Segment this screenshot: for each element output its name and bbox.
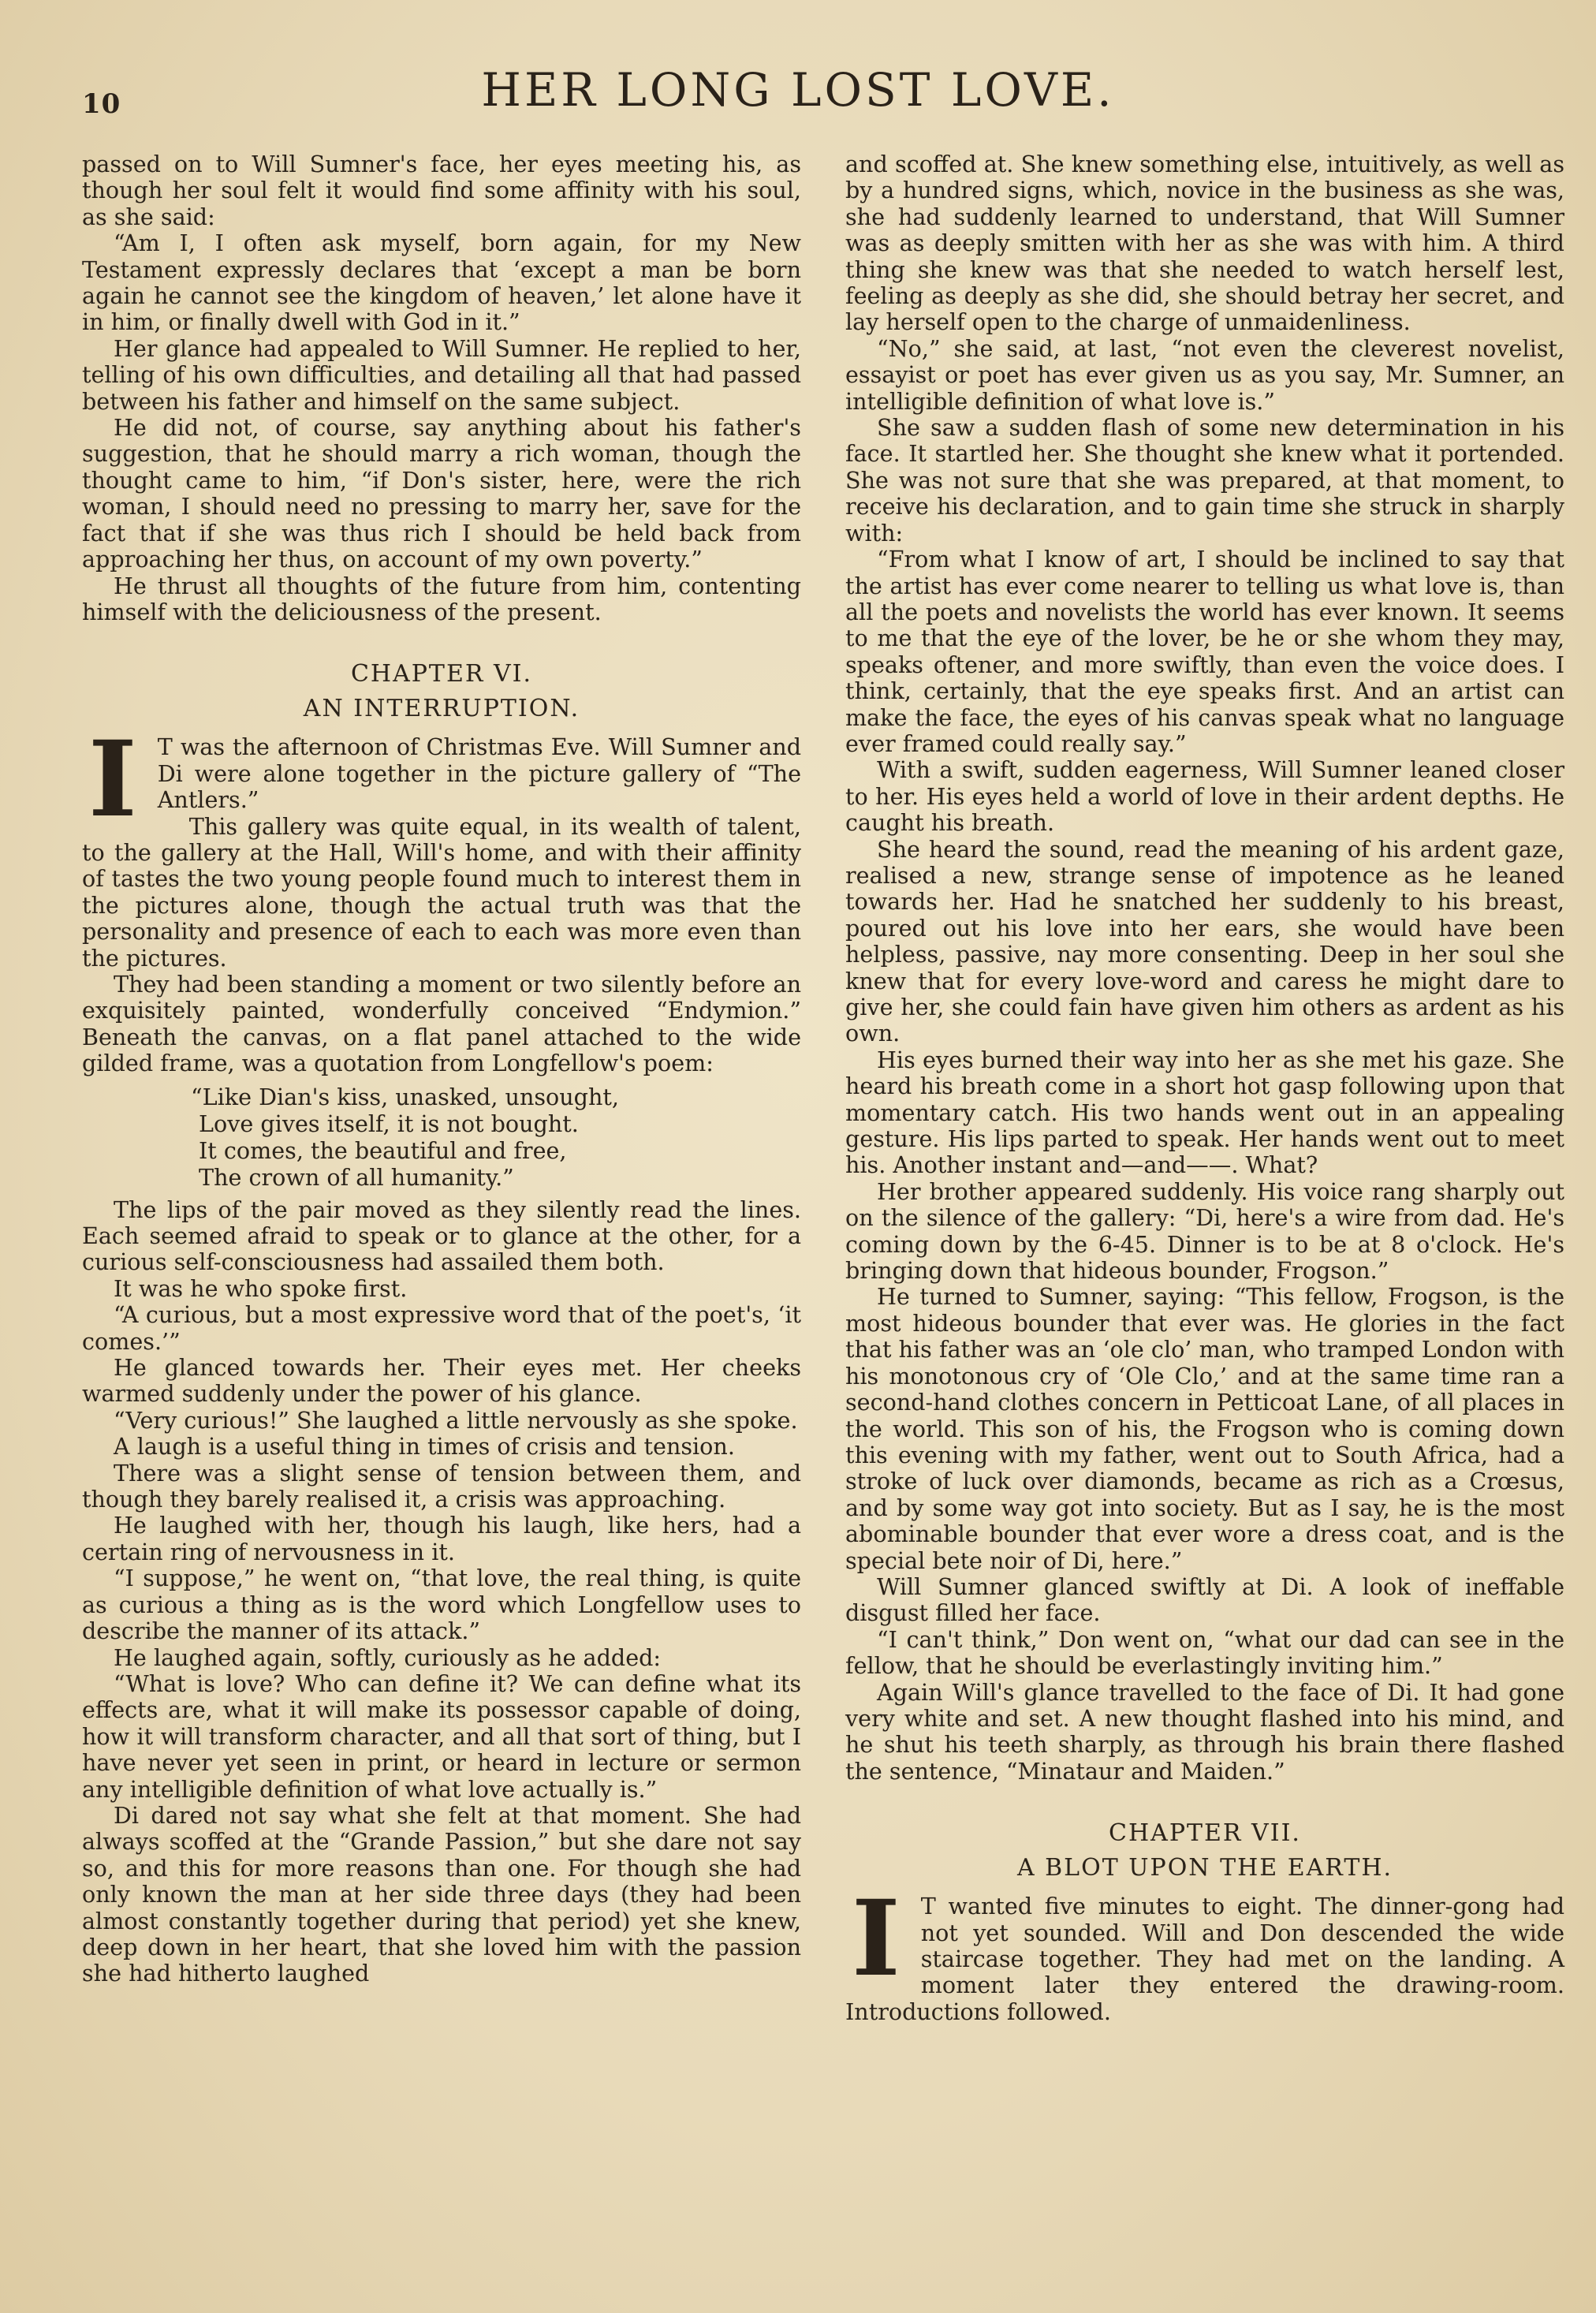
paragraph: Di dared not say what she felt at that moment. She had always scoffed at the “Grande Passion,” but she dare not say so, and this for more reasons than one. For though she had only known the man at her side three days (they had been almost constantly together during that period) yet she knew, deep down in her heart, that she loved him with the passion she had hitherto laughed	[82, 1801, 801, 1987]
right-column	[845, 151, 1564, 2025]
poem-line: The crown of all humanity.”	[199, 1163, 514, 1191]
paragraph: He laughed again, softly, curiously as he added:	[114, 1643, 662, 1671]
paragraph: She saw a sudden flash of some new determination in his face. It startled her. She thought she knew what it portended. She was not sure that she was prepared, at that moment, to receive his declaration, and to gain time she struck in sharply with:	[845, 414, 1564, 547]
left-column	[82, 151, 801, 1987]
paragraph	[82, 718, 801, 841]
paragraph: “A curious, but a most expressive word that of the poet's, ‘it comes.’”	[82, 1301, 801, 1355]
paragraph: Will Sumner glanced swiftly at Di. A look of ineffable disgust filled her face.	[845, 1572, 1564, 1627]
poem-quotation	[82, 1084, 801, 1191]
drop-cap: I	[88, 718, 137, 841]
paragraph: He did not, of course, say anything about his father's suggestion, that he should marry a rich woman, though the thought came to him, “if Don's sister, here, were the rich woman, I should need no pressing to marry her, save for the fact that if she was thus rich I should be held back from approaching her thus, on account of my own poverty.”	[82, 414, 801, 573]
paragraph: Her brother appeared suddenly. His voice rang sharply out on the silence of the gallery: “Di, here's a wire from dad. He's coming down by the 6-45. Dinner is to be at 8 o'clock. He's bringing down that hideous bounder, Frogson.”	[845, 1177, 1564, 1285]
paragraph: passed on to Will Sumner's face, her eyes meeting his, as though her soul felt it would find some affinity with his soul, as she said:	[82, 151, 801, 230]
paragraph: It was he who spoke first.	[114, 1274, 408, 1302]
paragraph: He turned to Sumner, saying: “This fellow, Frogson, is the most hideous bounder that ever was. He glories in the fact that his father was an ‘ole clo’ man, who tramped London with his monotonous cry of ‘Ole Clo,’ and at the same time ran a second-hand clothes concern in Petticoat Lane, of all places in the world. This son of his, the Frogson who is coming down this evening with my father, went out to South Africa, had a stroke of luck over diamonds, became as rich as a Crœsus, and by some way got into society. But as I say, he is the most abominable bounder that ever wore a dress coat, and is the special bete noir of Di, here.”	[845, 1283, 1564, 1574]
paragraph: This gallery was quite equal, in its wealth of talent, to the gallery at the Hall, Will's home, and with their affinity of tastes the two young people found much to interest them in the pictures alone, though the actual truth was that the personality and presence of each to each was more even than the pictures.	[82, 812, 801, 972]
paragraph: The lips of the pair moved as they silently read the lines. Each seemed afraid to speak or to glance at the other, for a curious self-consciousness had assailed them both.	[82, 1196, 801, 1276]
paragraph-text: T wanted five minutes to eight. The dinner-gong had not yet sounded. Will and Don descended the wide staircase together. They had met on the landing. A moment later they entered the drawing-room. Introductions followed.	[845, 1893, 1564, 2025]
paragraph: “I suppose,” he went on, “that love, the real thing, is quite as curious a thing as is the word which Longfellow uses to describe the manner of its attack.”	[82, 1565, 801, 1645]
paragraph: Her glance had appealed to Will Sumner. He replied to her, telling of his own difficulties, and detailing all that had passed between his father and himself on the same subject.	[82, 334, 801, 415]
paragraph: “I can't think,” Don went on, “what our dad can see in the fellow, that he should be everlastingly inviting him.”	[845, 1625, 1564, 1680]
running-title: HER LONG LOST LOVE.	[481, 63, 1115, 117]
poem-line: “Like Dian's kiss, unasked, unsought,	[191, 1083, 619, 1110]
paragraph: “No,” she said, at last, “not even the cleverest novelist, essayist or poet has ever given us as you say, Mr. Sumner, an intelligible definition of what love is.”	[845, 334, 1564, 415]
paragraph-text: T was the afternoon of Christmas Eve. Will Sumner and Di were alone together in the picture gallery of “The Antlers.”	[157, 733, 801, 814]
paragraph: “Very curious!” She laughed a little nervously as she spoke.	[114, 1406, 798, 1434]
paragraph: “Am I, I often ask myself, born again, for my New Testament expressly declares that ‘except a man be born again he cannot see the kingdom of heaven,’ let alone have it in him, or finally dwell with God in it.”	[82, 229, 801, 336]
drop-cap: I	[852, 1878, 901, 2001]
paragraph: and scoffed at. She knew something else, intuitively, as well as by a hundred signs, which, novice in the business as she was, she had suddenly learned to understand, that Will Sumner was as deeply smitten with her as she was with him. A third thing she knew was that she needed to watch herself lest, feeling as deeply as she did, she should betray her secret, and lay herself open to the charge of unmaidenliness.	[845, 151, 1564, 336]
page-number: 10	[82, 88, 121, 120]
chapter-heading: CHAPTER VII.	[1109, 1819, 1301, 1848]
paragraph: His eyes burned their way into her as she met his gaze. She heard his breath come in a short hot gasp following upon that momentary catch. His two hands went out in an appealing gesture. His lips parted to speak. Her hands went out to meet his. Another instant and—and——. What?	[845, 1046, 1564, 1179]
paragraph: “What is love? Who can define it? We can define what its effects are, what it will make its possessor capable of doing, how it will transform character, and all that sort of thing, but I have never yet seen in print, or heard in lecture or sermon any intelligible definition of what love actually is.”	[82, 1669, 801, 1803]
poem-line: It comes, the beautiful and free,	[199, 1136, 567, 1164]
paragraph: She heard the sound, read the meaning of his ardent gaze, realised a new, strange sense of impotence as he leaned towards her. Had he snatched her suddenly to his breast, poured out his love into her ears, she would have been helpless, passive, nay more consenting. Deep in her soul she knew that for every love-word and caress he might dare to give her, she could fain have given him others as ardent as his own.	[845, 835, 1564, 1047]
paragraph: He laughed with her, though his laugh, like hers, had a certain ring of nervousness in it.	[82, 1512, 801, 1565]
paragraph: He glanced towards her. Their eyes met. Her cheeks warmed suddenly under the power of his glance.	[82, 1354, 801, 1408]
paragraph: “From what I know of art, I should be inclined to say that the artist has ever come nearer to telling us what love is, than all the poets and novelists the world has ever known. It seems to me that the eye of the lover, be he or she whom they may, speaks oftener, and more swiftly, than even the voice does. I think, certainly, that the eye speaks first. And an artist can make the face, the eyes of his canvas speak what no language ever framed could really say.”	[845, 546, 1564, 757]
paragraph: They had been standing a moment or two silently before an exquisitely painted, wonderfully conceived “Endymion.” Beneath the canvas, on a flat panel attached to the wide gilded frame, was a quotation from Longfellow's poem:	[82, 970, 801, 1077]
paragraph: There was a slight sense of tension between them, and though they barely realised it, a crisis was approaching.	[82, 1459, 801, 1513]
paragraph: With a swift, sudden eagerness, Will Sumner leaned closer to her. His eyes held a world of love in their ardent depths. He caught his breath.	[845, 756, 1564, 837]
poem-line: Love gives itself, it is not bought.	[199, 1110, 579, 1137]
paragraph	[845, 1878, 1564, 2025]
paragraph: A laugh is a useful thing in times of crisis and tension.	[114, 1433, 735, 1461]
chapter-title: A BLOT UPON THE EARTH.	[1016, 1854, 1393, 1882]
chapter-heading: CHAPTER VI.	[350, 660, 533, 688]
chapter-title: AN INTERRUPTION.	[303, 695, 580, 723]
paragraph: Again Will's glance travelled to the face of Di. It had gone very white and set. A new thought flashed into his mind, and he shut his teeth sharply, as through his brain there flashed the sentence, “Minataur and Maiden.”	[845, 1678, 1564, 1785]
paragraph: He thrust all thoughts of the future from him, contenting himself with the deliciousness of the present.	[82, 572, 801, 625]
